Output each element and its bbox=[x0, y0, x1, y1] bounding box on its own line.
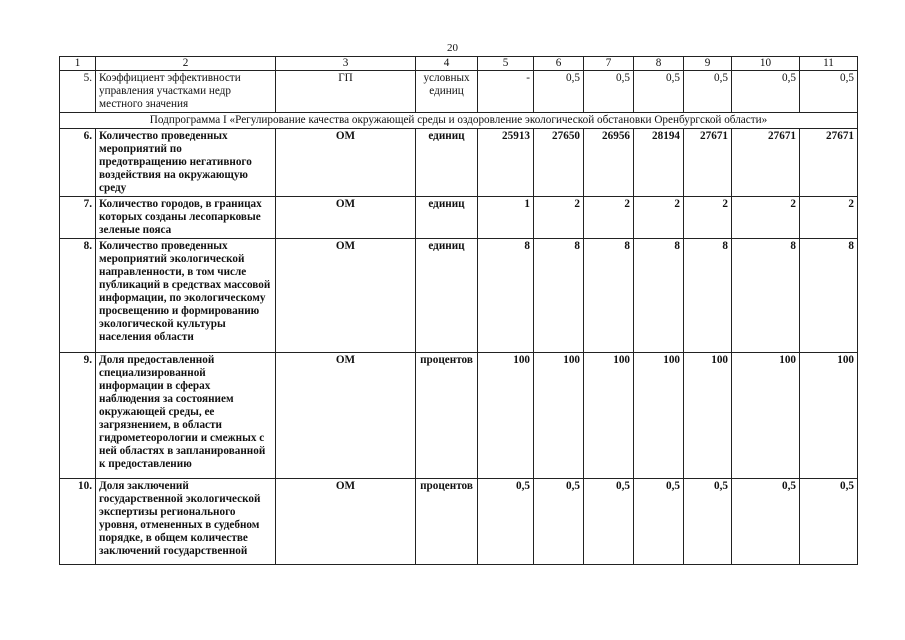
value-cell: 8 bbox=[584, 239, 634, 353]
value-cell: 2 bbox=[634, 197, 684, 239]
value-cell: 0,5 bbox=[584, 479, 634, 565]
row-number: 6. bbox=[60, 129, 96, 197]
value-cell: 8 bbox=[534, 239, 584, 353]
indicator-type: ОМ bbox=[276, 197, 416, 239]
value-cell: 100 bbox=[534, 353, 584, 479]
indicator-name: Количество проведенных мероприятий экологической направленности, в том числе публикаций в средствах массовой информации, по экологическому просвещению и формированию экологической культуры населения области bbox=[96, 239, 276, 353]
table-row bbox=[60, 479, 858, 565]
value-cell: 0,5 bbox=[534, 479, 584, 565]
header-cell: 4 bbox=[416, 57, 478, 71]
value-cell: 27671 bbox=[732, 129, 800, 197]
indicator-type: ОМ bbox=[276, 479, 416, 565]
header-cell: 2 bbox=[96, 57, 276, 71]
indicator-type: ОМ bbox=[276, 129, 416, 197]
value-cell: 0,5 bbox=[478, 479, 534, 565]
value-cell: 0,5 bbox=[732, 479, 800, 565]
row-number: 9. bbox=[60, 353, 96, 479]
table-row bbox=[60, 129, 858, 197]
value-cell: 8 bbox=[634, 239, 684, 353]
value-cell: 28194 bbox=[634, 129, 684, 197]
row-number: 7. bbox=[60, 197, 96, 239]
value-cell: 26956 bbox=[584, 129, 634, 197]
value-cell: 27671 bbox=[800, 129, 858, 197]
unit: процентов bbox=[416, 353, 478, 479]
row-number: 10. bbox=[60, 479, 96, 565]
value-cell: 2 bbox=[534, 197, 584, 239]
value-cell: 2 bbox=[800, 197, 858, 239]
indicator-type: ОМ bbox=[276, 353, 416, 479]
indicator-name: Коэффициент эффективности управления участками недр местного значения bbox=[96, 71, 276, 113]
value-cell: 27650 bbox=[534, 129, 584, 197]
indicator-type: ОМ bbox=[276, 239, 416, 353]
row-number: 5. bbox=[60, 71, 96, 113]
subprogram-row bbox=[60, 113, 858, 129]
value-cell: 100 bbox=[634, 353, 684, 479]
value-cell: 100 bbox=[800, 353, 858, 479]
header-cell: 8 bbox=[634, 57, 684, 71]
row-number: 8. bbox=[60, 239, 96, 353]
indicator-name: Количество городов, в границах которых созданы лесопарковые зеленые пояса bbox=[96, 197, 276, 239]
value-cell: 100 bbox=[478, 353, 534, 479]
indicator-name: Доля предоставленной специализированной информации в сферах наблюдения за состоянием окружающей среды, ее загрязнением, в области гидрометеорологии и смежных с ней областях в запланированной к предоставлению bbox=[96, 353, 276, 479]
value-cell: 0,5 bbox=[800, 71, 858, 113]
header-cell: 1 bbox=[60, 57, 96, 71]
value-cell: 0,5 bbox=[584, 71, 634, 113]
value-cell: 8 bbox=[800, 239, 858, 353]
value-cell: 100 bbox=[584, 353, 634, 479]
value-cell: 0,5 bbox=[684, 479, 732, 565]
table-row bbox=[60, 197, 858, 239]
header-cell: 9 bbox=[684, 57, 732, 71]
header-cell: 3 bbox=[276, 57, 416, 71]
value-cell: 2 bbox=[732, 197, 800, 239]
table-row bbox=[60, 353, 858, 479]
table-row bbox=[60, 71, 858, 113]
unit: условных единиц bbox=[416, 71, 478, 113]
value-cell: 0,5 bbox=[800, 479, 858, 565]
header-cell: 10 bbox=[732, 57, 800, 71]
value-cell: - bbox=[478, 71, 534, 113]
unit: единиц bbox=[416, 129, 478, 197]
value-cell: 27671 bbox=[684, 129, 732, 197]
unit: процентов bbox=[416, 479, 478, 565]
subprogram-title: Подпрограмма I «Регулирование качества окружающей среды и оздоровление экологической обстановки Оренбургской области» bbox=[60, 113, 858, 129]
value-cell: 8 bbox=[478, 239, 534, 353]
value-cell: 2 bbox=[684, 197, 732, 239]
value-cell: 100 bbox=[684, 353, 732, 479]
indicator-name: Количество проведенных мероприятий по предотвращению негативного воздействия на окружающую среду bbox=[96, 129, 276, 197]
header-cell: 7 bbox=[584, 57, 634, 71]
value-cell: 0,5 bbox=[684, 71, 732, 113]
value-cell: 0,5 bbox=[634, 71, 684, 113]
unit: единиц bbox=[416, 239, 478, 353]
indicators-table bbox=[59, 56, 858, 565]
page-number: 20 bbox=[447, 42, 458, 54]
value-cell: 25913 bbox=[478, 129, 534, 197]
indicator-type: ГП bbox=[276, 71, 416, 113]
value-cell: 8 bbox=[684, 239, 732, 353]
value-cell: 100 bbox=[732, 353, 800, 479]
header-cell: 11 bbox=[800, 57, 858, 71]
value-cell: 0,5 bbox=[732, 71, 800, 113]
header-cell: 6 bbox=[534, 57, 584, 71]
value-cell: 8 bbox=[732, 239, 800, 353]
header-cell: 5 bbox=[478, 57, 534, 71]
table-header-row bbox=[60, 57, 858, 71]
unit: единиц bbox=[416, 197, 478, 239]
value-cell: 1 bbox=[478, 197, 534, 239]
table-row bbox=[60, 239, 858, 353]
indicator-name: Доля заключений государственной экологической экспертизы регионального уровня, отмененных в судебном порядке, в общем количестве заключений государственной bbox=[96, 479, 276, 565]
value-cell: 0,5 bbox=[534, 71, 584, 113]
value-cell: 2 bbox=[584, 197, 634, 239]
value-cell: 0,5 bbox=[634, 479, 684, 565]
